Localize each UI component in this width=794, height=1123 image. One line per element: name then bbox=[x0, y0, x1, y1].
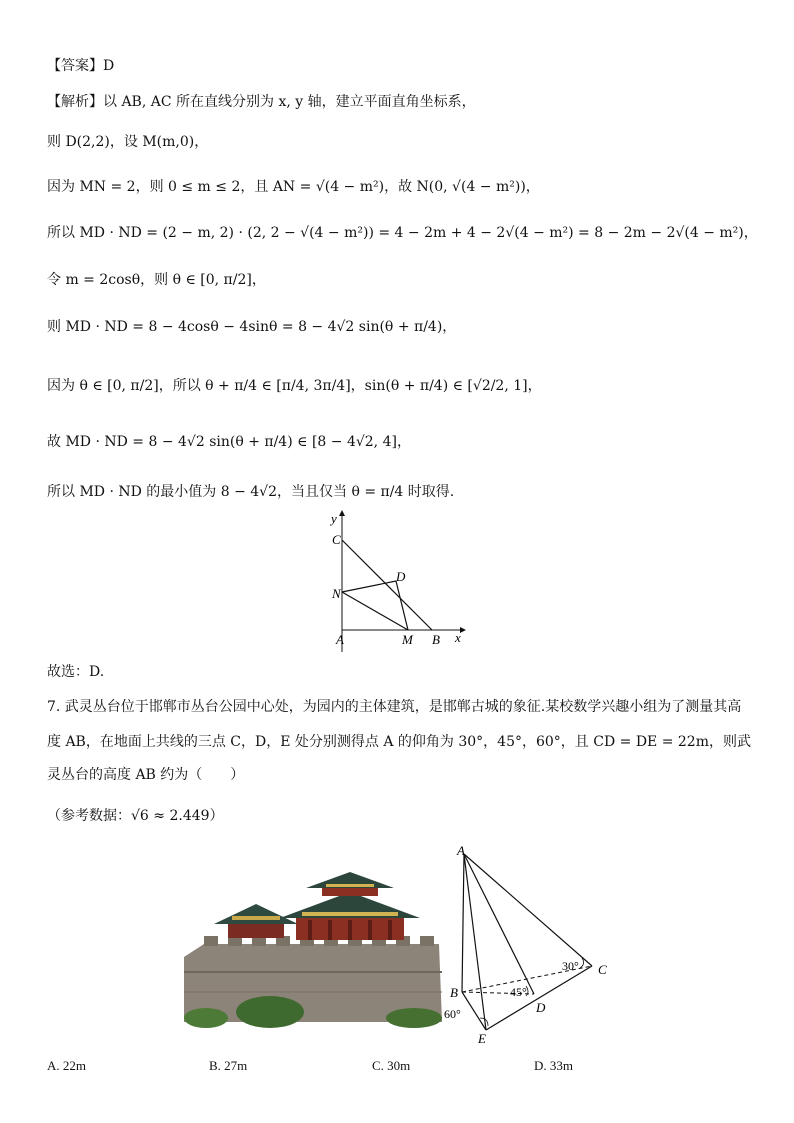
fig2-label-d: D bbox=[536, 1000, 546, 1015]
q7-line-2: 度 AB，在地面上共线的三点 C，D，E 处分别测得点 A 的仰角为 30°，45°，60°，且 CD = DE = 22m，则武 bbox=[47, 734, 751, 750]
fig1-label-a: A bbox=[336, 632, 344, 647]
answer-label: 【答案】 bbox=[47, 58, 103, 74]
analysis-line-3: 因为 MN = 2，则 0 ≤ m ≤ 2，且 AN = √(4 − m²)，故 N(0, √(4 − m²))， bbox=[47, 179, 540, 195]
fig2-label-angle45: 45° bbox=[510, 985, 527, 999]
analysis-label: 【解析】 bbox=[47, 94, 103, 110]
select-line: 故选：D. bbox=[47, 664, 105, 680]
fig1-label-b: B bbox=[432, 632, 440, 647]
fig2-label-b: B bbox=[450, 985, 458, 1000]
q7-line-1: 7. 武灵丛台位于邯郸市丛台公园中心处，为园内的主体建筑，是邯郸古城的象征.某校数学兴趣小组为了测量其高 bbox=[47, 699, 742, 715]
fig1-label-d: D bbox=[396, 569, 406, 584]
fig2-label-angle30: 30° bbox=[562, 959, 579, 973]
analysis-line-9: 所以 MD · ND 的最小值为 8 − 4√2，当且仅当 θ = π/4 时取得. bbox=[47, 484, 455, 500]
fig2-label-c: C bbox=[598, 962, 607, 977]
fig1-label-m: M bbox=[402, 632, 413, 647]
analysis-line-5: 令 m = 2cosθ，则 θ ∈ [0, π/2]， bbox=[47, 272, 266, 288]
option-d[interactable]: D. 33m bbox=[534, 1058, 573, 1073]
building-photo bbox=[184, 872, 444, 1028]
option-b[interactable]: B. 27m bbox=[209, 1058, 248, 1073]
fig1-label-c: C bbox=[332, 532, 341, 547]
fig1-label-y: y bbox=[331, 511, 337, 526]
analysis-line-6: 则 MD · ND = 8 − 4cosθ − 4sinθ = 8 − 4√2 sin(θ + π/4)， bbox=[47, 319, 457, 335]
analysis-text-1: 以 AB, AC 所在直线分别为 x, y 轴，建立平面直角坐标系， bbox=[103, 94, 476, 110]
q7-reference: （参考数据：√6 ≈ 2.449） bbox=[47, 808, 224, 824]
coordinate-figure bbox=[320, 508, 470, 658]
fig2-label-a: A bbox=[457, 843, 465, 858]
analysis-line-1 bbox=[47, 92, 476, 112]
option-c[interactable]: C. 30m bbox=[372, 1058, 411, 1073]
answer-value: D bbox=[103, 58, 115, 74]
analysis-line-7: 因为 θ ∈ [0, π/2]，所以 θ + π/4 ∈ [π/4, 3π/4]，sin(θ + π/4) ∈ [√2/2, 1]， bbox=[47, 378, 542, 394]
analysis-line-8: 故 MD · ND = 8 − 4√2 sin(θ + π/4) ∈ [8 − 4√2, 4]， bbox=[47, 434, 411, 450]
analysis-line-2: 则 D(2,2)，设 M(m,0)， bbox=[47, 134, 209, 150]
option-a[interactable]: A. 22m bbox=[47, 1058, 86, 1073]
fig2-label-angle60: 60° bbox=[444, 1007, 461, 1021]
analysis-line-4: 所以 MD · ND = (2 − m, 2) · (2, 2 − √(4 − m²)) = 4 − 2m + 4 − 2√(4 − m²) = 8 − 2m − 2√(4 − m²)， bbox=[47, 225, 758, 241]
q7-line-3: 灵丛台的高度 AB 约为（ ） bbox=[47, 767, 245, 783]
fig1-label-n: N bbox=[332, 586, 341, 601]
fig2-label-e: E bbox=[478, 1031, 486, 1046]
fig1-label-x: x bbox=[455, 630, 461, 645]
answer-line bbox=[47, 56, 114, 76]
tower-diagram bbox=[440, 842, 620, 1048]
